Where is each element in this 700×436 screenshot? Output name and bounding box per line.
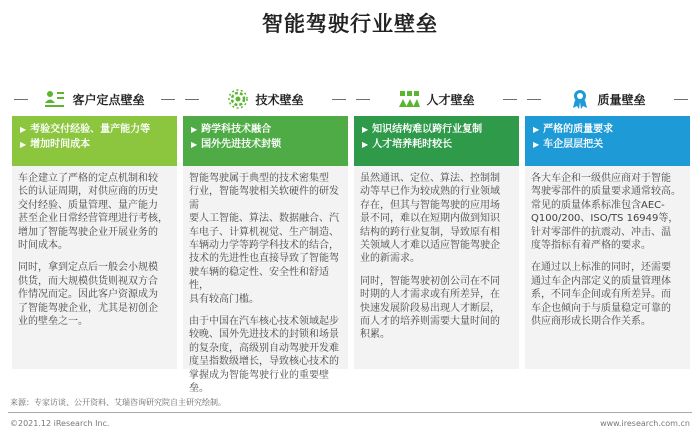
column-body [354,166,519,369]
website-url: www.iresearch.com.cn [600,419,690,428]
column-banner [354,116,519,166]
arrow-bullet-icon: ▶ [191,140,198,149]
banner-text: 跨学科技术融合 [201,124,272,135]
header-rule-right [503,99,517,100]
person-list-icon [44,88,66,110]
copyright-text: ©2021.12 iResearch Inc. [10,419,110,428]
banner-text: 国外先进技术封锁 [201,139,282,150]
header-rule-left [14,99,28,100]
column-banner [12,116,177,166]
source-note: 来源：专家访谈、公开资料、艾瑞咨询研究院自主研究绘制。 [10,398,226,407]
column-talent-barrier [354,86,519,376]
banner-text: 知识结构难以跨行业复制 [372,124,483,135]
body-paragraph: 智能驾驶属于典型的技术密集型 行业，智能驾驶相关软硬件的研发需 要人工智能、算法、数据融合、汽 车电子、计算机视觉、生产制造、 车辆动力学等跨学科技术的结合， 技术的先进性也直接导致了智能驾 驶车辆的稳定性、安全性和舒适性， 具有较高门槛。 [189,173,339,305]
body-paragraph: 车企建立了严格的定点机制和较 长的认证周期，对供应商的历史 交付经验、质量管理、量产能力 甚至企业日常经营管理进行考核， 增加了智能驾驶企业开展业务的 时间成本。 [18,173,168,252]
arrow-bullet-icon: ▶ [362,125,369,134]
arrow-bullet-icon: ▶ [533,140,540,149]
banner-text: 增加时间成本 [30,139,91,150]
banner-item [362,122,513,137]
arrow-bullet-icon: ▶ [191,125,198,134]
body-paragraph: 由于中国在汽车核心技术领域起步 较晚、国外先进技术的封锁和场景 的复杂度，高级别自动驾驶开发难 度呈指数级增长，导致核心技术的 掌握成为智能驾驶行业的重要壁垒。 [189,316,339,395]
column-label: 质量壁垒 [597,92,646,107]
banner-item [20,122,171,137]
header-rule-left [527,99,541,100]
banner-text: 车企层层把关 [543,139,604,150]
banner-item [362,137,513,152]
banner-item [533,137,684,152]
body-paragraph: 同时，拿到定点后一般会小规模 供货，而大规模供货则视双方合 作情况而定。因此客户资源成为 了智能驾驶企业，尤其是初创企 业的壁垒之一。 [18,262,158,328]
column-body [525,166,690,369]
header-rule-left [185,99,199,100]
header-rule-right [332,99,346,100]
column-customer-barrier [12,86,177,376]
banner-text: 考验交付经验、量产能力等 [30,124,151,135]
header-rule-right [161,99,175,100]
column-header [525,86,690,112]
column-header [183,86,348,112]
arrow-bullet-icon: ▶ [20,140,27,149]
column-quality-barrier [525,86,690,376]
quality-medal-icon [569,88,591,110]
page-title: 智能驾驶行业壁垒 [262,12,438,36]
arrow-bullet-icon: ▶ [20,125,27,134]
column-technology-barrier [183,86,348,395]
header-rule-right [674,99,688,100]
banner-item [20,137,171,152]
gear-cog-icon [227,88,249,110]
column-header [12,86,177,112]
banner-item [191,137,342,152]
banner-item [191,122,342,137]
column-body [183,166,348,395]
column-label: 客户定点壁垒 [72,92,145,107]
arrow-bullet-icon: ▶ [533,125,540,134]
body-paragraph: 虽然通讯、定位、算法、控制制 动等早已作为较成熟的行业领域 存在，但其与智能驾驶的应用场 景不同，难以在短期内做到知识 结构的跨行业复制，导致原有相 关领域人才难以适应智能驾驶企 业的新需求。 [360,173,500,265]
barrier-columns [12,86,688,395]
team-people-icon [398,88,420,110]
banner-item [533,122,684,137]
column-label: 人才壁垒 [426,92,475,107]
header-rule-left [356,99,370,100]
column-body [12,166,177,369]
column-header [354,86,519,112]
banner-text: 严格的质量要求 [543,124,614,135]
footer-divider [8,412,692,413]
column-banner [183,116,348,166]
body-paragraph: 同时，智能驾驶初创公司在不同 时期的人才需求或有所差异，在 快速发展阶段易出现人才断层， 而人才的培养则需要大量时间的 积累。 [360,275,500,341]
body-paragraph: 各大车企和一级供应商对于智能 驾驶零部件的质量要求通常较高。 常见的质量体系标准包含AEC- Q100/200、ISO/TS 16949等， 针对零部件的抗震动、冲击、温 度等指标有着严格的要求。 [531,173,681,252]
column-banner [525,116,690,166]
arrow-bullet-icon: ▶ [362,140,369,149]
column-label: 技术壁垒 [255,92,304,107]
body-paragraph: 在通过以上标准的同时，还需要 通过车企内部定义的质量管理体 系，不同车企间或有所差异。而 车企也倾向于与质量稳定可靠的 供应商形成长期合作关系。 [531,262,671,328]
banner-text: 人才培养耗时较长 [372,139,453,150]
